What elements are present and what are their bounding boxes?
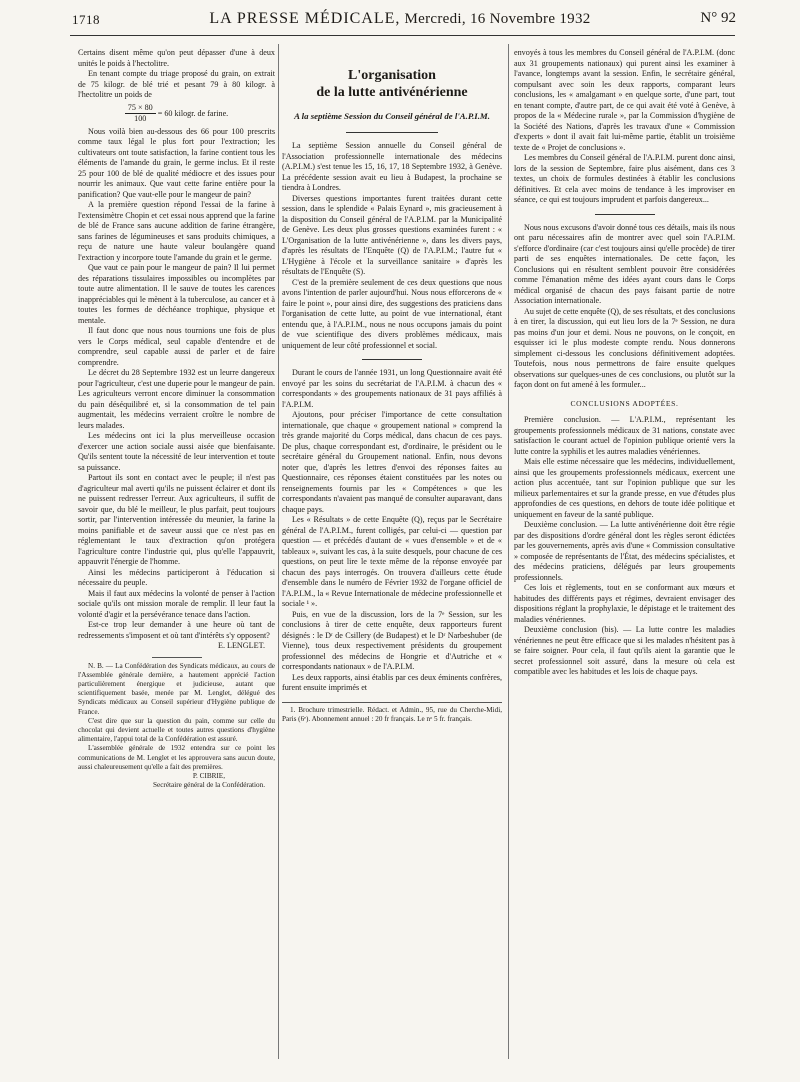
fraction-denominator: 100 (134, 114, 147, 123)
paragraph: Est-ce trop leur demander à une heure où tant de redressements s'imposent et où tant d'intérêts s'y opposent? (78, 620, 275, 640)
column-3 (514, 48, 735, 1073)
column-1 (78, 48, 275, 1073)
running-head (0, 10, 800, 28)
page-number: 1718 (72, 12, 100, 27)
paragraph: Les membres du Conseil général de l'A.P.I.M. purent donc ainsi, lors de la session de Septembre, faire plus aisément, dans ces 3 textes, un choix de formules destinées à établir les conclusions définitives. Et cela avec moins de tendance à les improviser en séance, ce qui est toujours imprudent et parfois dangereux... (514, 153, 735, 204)
fraction-numerator: 75 × 80 (125, 103, 156, 115)
paragraph: C'est de la première seulement de ces deux questions que nous avons l'intention de parler aujourd'hui. Nous nous efforcerons de « faire le point », pour ainsi dire, des suggestions des praticiens dans l'organisation de cette lutte, au point de vue international, étant entendu que, à l'A.P.I.M., nous ne nous occupons jamais du point de vue scientifique des divers problèmes médicaux, mais uniquement de leur côté professionnel et social. (282, 277, 502, 350)
nb-signature: P. CIBRIE, (192, 771, 225, 780)
footnote-rule (282, 702, 502, 703)
header-rule (70, 35, 735, 36)
paragraph: Nous nous excusons d'avoir donné tous ces détails, mais ils nous ont paru nécessaires afin de montrer avec quel soin l'A.P.I.M. s'efforce d'ordinaire (car c'est toujours ainsi qu'elle procède) de tirer parti de ses enquêtes internationales. De cette façon, les Conclusions qui en résultent semblent pouvoir être considérées comme l'émanation même des idées ayant cours dans le Corps médical organisé de chacun des pays faisant partie de notre Association internationale. (514, 222, 735, 305)
journal-title: LA PRESSE MÉDICALE, (209, 10, 401, 27)
section-separator (595, 214, 655, 215)
paragraph: Le décret du 28 Septembre 1932 est un leurre dangereux pour l'agriculteur, c'est une duperie pour le mangeur de pain. Les agriculteurs verront encore diminuer la consommation du pain déséquilibré et, si la consommation de tel pain augmentait, les médecins verraient croître le nombre de leurs malades. (78, 368, 275, 430)
paragraph: Il faut donc que nous nous tournions une fois de plus vers le Corps médical, seul capable d'entendre et de comprendre, seul capable aussi de parler et de faire comprendre. (78, 326, 275, 367)
paragraph: Partout ils sont en contact avec le peuple; il n'est pas d'agriculteur mal averti qu'ils ne puissent éclairer et dont ils ne puissent redresser l'erreur. Aux agriculteurs, il suffit de savoir que, du blé le meilleur, le plus parfait, peut toujours sortir, par l'intervention intéressée du meunier, la farine la moins panifiable et de saveur aussi que ce n'est pas en réglementant le taux d'extraction qu'on protégera l'agriculture contre l'industrie qui, plus qu'elle l'appauvrit, appauvrit l'énergie de l'homme. (78, 473, 275, 566)
paragraph: Les deux rapports, ainsi établis par ces deux éminents confrères, furent ensuite imprimés et (282, 672, 502, 692)
paragraph: Les « Résultats » de cette Enquête (Q), reçus par le Secrétaire général de l'A.P.I.M., furent colligés, par celui-ci — question par question — et précédés d'autant de « vues d'ensemble » et de « tableaux », suivant les cas, à la suite desquels, pour chacune de ces questions, on peut lire le texte même de la réponse envoyée par chacun des pays interrogés. On trouvera d'ailleurs cette étude d'ensemble dans le numéro de Février 1932 de l'organe officiel de l'A.P.I.M., la « Revue Internationale de médecine professionnelle et sociale ¹ ». (282, 515, 502, 608)
fraction-formula (78, 103, 275, 125)
nb-paragraph: L'assemblée générale de 1932 entendra sur ce point les communications de M. Lenglet et les approuvera sans aucun doute, aussi chaleureusement qu'elle a fait des premières. (78, 744, 275, 771)
article-title (282, 67, 502, 101)
paragraph: Mais elle estime nécessaire que les médecins, individuellement, ainsi que les groupements professionnels médicaux, exercent une action plus accentuée, tant sur l'opinion publique que sur les milieux parlementaires et sur la grande presse, en vue d'études plus approfondies de ces questions, en dehors de toute idée politique et uniquement en faveur de la santé publique. (514, 457, 735, 519)
paragraph: Ainsi les médecins participeront à l'éducation si nécessaire du peuple. (78, 567, 275, 587)
paragraph: A la première question répond l'essai de la farine à l'extensimètre Chopin et cet essai nous apprend que la farine de blé de France sans aucune addition de farine étrangère, sans farines de légumineuses et sans produits chimiques, a reçu de nature une haute valeur boulangère quand l'extraction y incorpore toute l'amande du grain et le germe. (78, 200, 275, 262)
paragraph: Que vaut ce pain pour le mangeur de pain? Il lui permet des réparations tissulaires impossibles ou incomplètes par toute autre alimentation. Il le sauve de toutes les carences inappréciables qui le mènent à la tuberculose, au cancer et à toutes les formes de déchéance trophique, physique et mentale. (78, 263, 275, 325)
paragraph: Puis, en vue de la discussion, lors de la 7ᵉ Session, sur les conclusions à tirer de cette enquête, deux rapporteurs furent désignés : le Dʳ de Csillery (de Budapest) et le Dʳ Narbeshuber (de Vienne), tous deux respectivement présidents du groupement professionnel des médecins de Hongrie et d'Autriche et « correspondants nationaux » de l'A.P.I.M. (282, 609, 502, 671)
paragraph: Mais il faut aux médecins la volonté de penser à l'action sociale qu'ils ont mission morale de remplir. Il leur faut la volonté d'agir et la persévérance tenace dans l'action. (78, 588, 275, 619)
column-divider-1 (278, 44, 279, 1059)
issue-date: Mercredi, 16 Novembre 1932 (404, 11, 591, 27)
title-rule (346, 132, 438, 133)
paragraph: Ajoutons, pour préciser l'importance de cette consultation internationale, que chaque « groupement national » comprend la très grande majorité du Corps médical, dans chacun de ces pays. De plus, chaque correspondant est, d'ordinaire, le président ou le secrétaire général du Groupement national. Enfin, nous devons noter que, d'après les lettres d'envoi des réponses faites au Questionnaire, ces réponses étaient constituées par les notes ou renseignements fournis par les « Compétences » que les correspondants n'avaient pas manqué de consulter auparavant, dans chaque pays. (282, 410, 502, 514)
section-separator (362, 359, 422, 360)
author-signature: E. LENGLET. (217, 641, 265, 650)
paragraph: Certains disent même qu'on peut dépasser d'une à deux unités le poids à l'hectolitre. (78, 48, 275, 68)
paragraph: Nous voilà bien au-dessous des 66 pour 100 prescrits comme taux légal le plus fort pour l'extraction; les cultivateurs ont toute satisfaction, la farine contient tous les éléments de l'amande du grain, le germe inclus. Et il reste 25 pour 100 de blé de qualité médiocre et des issues pour nourrir les animaux. Que vaut cette farine entière pour la panification? Que vaut-elle pour le mangeur de pain? (78, 126, 275, 199)
footnote: 1. Brochure trimestrielle. Rédact. et Admin., 95, rue du Cherche-Midi, Paris (6ᵉ). Abonnement annuel : 20 fr français. Le nᵒ 5 fr. français. (282, 705, 502, 723)
conclusions-heading: CONCLUSIONS ADOPTÉES. (570, 398, 679, 408)
paragraph: Les médecins ont ici la plus merveilleuse occasion d'exercer une action sociale aussi aisée que bienfaisante. Qu'ils sentent toute la nécessité de leur intervention et toute sa puissance. (78, 431, 275, 472)
column-2 (282, 55, 502, 1080)
separator (152, 657, 202, 658)
paragraph: Première conclusion. — L'A.P.I.M., représentant les groupements professionnels médicaux de 31 nations, constate avec satisfaction le courant actuel de l'opinion publique orienté vers la lutte contre la syphilis et les autres maladies vénériennes. (514, 415, 735, 456)
issue-number: N° 92 (700, 10, 736, 26)
column-divider-2 (508, 44, 509, 1059)
article-title-line: de la lutte antivénérienne (316, 85, 468, 100)
article-title-line: L'organisation (348, 68, 436, 83)
paragraph: Diverses questions importantes furent traitées durant cette session, dans le splendide « Palais Eynard », mis gracieusement à la disposition du Conseil général de l'A.P.I.M. par la Municipalité de Genève. Les deux plus grosses questions examinées furent : « L'Organisation de la lutte antivénérienne », dans les divers pays, d'après les résultats de l'Enquête (Q) de l'A.P.I.M.; l'autre fut « L'Hygiène à l'école et la surveillance sanitaire » d'après les résultats de l'Enquête (S). (282, 193, 502, 276)
nb-paragraph: N. B. — La Confédération des Syndicats médicaux, au cours de l'Assemblée générale dernière, a hautement apprécié l'action particulièrement énergique et judicieuse, autant que scientifiquement basée, menée par M. Lenglet, délégué des Syndicats médicaux au Conseil supérieur d'Hygiène publique de France. (78, 661, 275, 716)
nb-paragraph: C'est dire que sur la question du pain, comme sur celle du chocolat qui devient actuelle et toutes autres questions d'hygiène alimentaire, l'appui total de la Confédération est assuré. (78, 716, 275, 744)
paragraph: Durant le cours de l'année 1931, un long Questionnaire avait été envoyé par les soins du secrétariat de l'A.P.I.M. à chacun des « correspondants » des groupements nationaux de 31 pays affiliés à l'A.P.I.M. (282, 368, 502, 409)
paragraph: En tenant compte du triage proposé du grain, on extrait de 75 kilogr. de blé trié et pesant 79 à 80 kilogr. à l'hectolitre un poids de (78, 69, 275, 99)
paragraph: Ces lois et règlements, tout en se conformant aux mœurs et habitudes des différents pays et régimes, devraient envisager des dispositions réglant la prophylaxie, le dépistage et le traitement des maladies vénériennes. (514, 583, 735, 624)
paragraph: La septième Session annuelle du Conseil général de l'Association professionnelle internationale des médecins (A.P.I.M.) s'est tenue les 15, 16, 17, 18 Septembre 1932, à Genève. La précédente session avait eu lieu à Budapest, la prochaine se tiendra à Londres. (282, 141, 502, 192)
paragraph: Deuxième conclusion (bis). — La lutte contre les maladies vénériennes ne peut être efficace que si les malades n'hésitent pas à se faire soigner. Pour cela, il faut qu'ils aient la garantie que le secret professionnel soit assuré, dans la mesure où cela est compatible avec les habitudes et les lois de chaque pays. (514, 625, 735, 676)
nb-signature-role: Secrétaire général de la Confédération. (153, 781, 265, 790)
paragraph: Deuxième conclusion. — La lutte antivénérienne doit être régie par des dispositions d'ordre général dont les règles seront édictées par les gouvernements, après avis d'une « Commission consultative » composée de représentants de l'État, des médecins spécialistes, et des médecins praticiens, délégués par leurs groupements professionnels. (514, 520, 735, 582)
fraction-result: = 60 kilogr. de farine. (157, 108, 229, 118)
paragraph: envoyés à tous les membres du Conseil général de l'A.P.I.M. (donc aux 31 groupements nationaux) qui purent ainsi les examiner à l'avance, longtemps avant la session. Enfin, le secrétaire général, compulsant avec soin les deux rapports, comparant leurs conclusions, les « amalgamant » en quelque sorte, d'une part, tout en tenant compte, d'autre part, de ce qui avait été voté à Genève, à propos de la « Médecine rurale », par la Commission d'hygiène de la Société des Nations, d'après les travaux d'une « Commission d'experts » dont il avait fait lui-même partie, établit un troisième texte de « Projet de conclusions ». (514, 48, 735, 152)
paragraph: Au sujet de cette enquête (Q), de ses résultats, et des conclusions à en tirer, la discussion, qui eut lieu lors de la 7ᵉ Session, ne dura pas moins d'un jour et demi. Nous ne pouvons, on le conçoit, en esquisser ici le plus modeste compte rendu. Nous donnerons simplement ci-dessous les conclusions définitivement adoptées. Toutefois, nous nous permettrons de faire ensuite quelques observations sur quelques-unes de ces conclusions, ou plutôt sur la façon dont on fut amené à les formuler... (514, 306, 735, 389)
article-subtitle: A la septième Session du Conseil général de l'A.P.I.M. (294, 111, 490, 121)
page-header (0, 10, 800, 42)
